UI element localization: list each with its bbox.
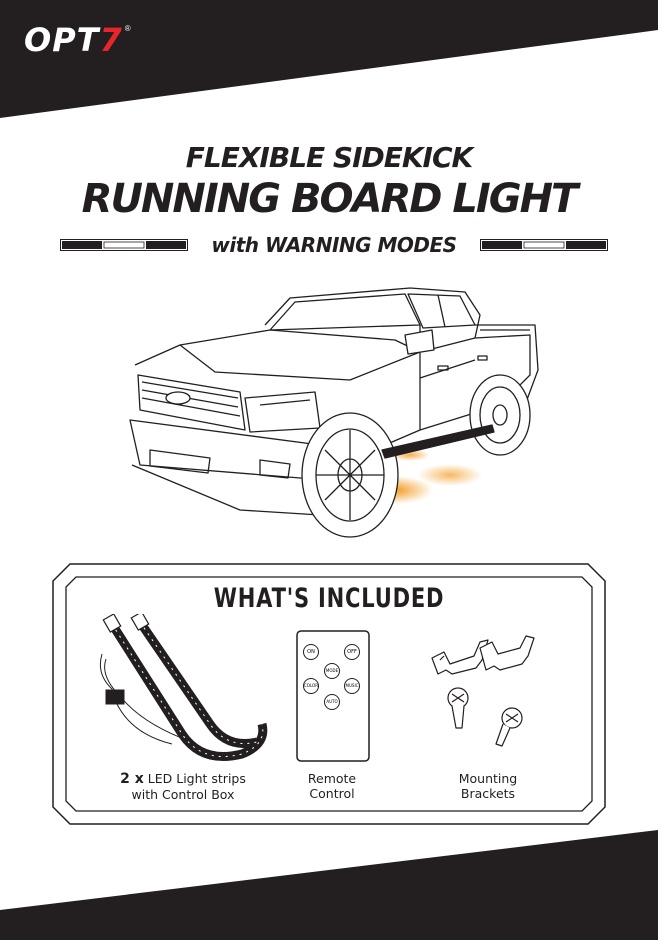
item-remote-line1: Remote (307, 771, 357, 786)
remote-button-auto: AUTO (324, 694, 340, 710)
item-brackets-line1: Mounting (458, 771, 518, 786)
remote-button-on: ON (303, 644, 319, 660)
led-strip-icon (92, 614, 278, 764)
mounting-brackets-icon (430, 630, 560, 750)
subtitle-row (60, 230, 608, 260)
item-brackets-label (438, 771, 538, 801)
right-light-bar-icon (480, 239, 608, 251)
subtitle: with WARNING MODES (211, 233, 457, 257)
logo-text: OPT7 (24, 21, 123, 59)
title-line-2: RUNNING BOARD LIGHT (81, 176, 577, 222)
remote-button-color: COLOR (303, 678, 319, 694)
title-block (0, 140, 658, 222)
truck-illustration (120, 280, 550, 560)
left-light-bar-icon (60, 239, 188, 251)
item-led-line2: with Control Box (131, 787, 235, 802)
orange-glow-rear (418, 464, 482, 486)
item-remote-label (282, 771, 382, 801)
item-led-line1: LED Light strips (147, 771, 246, 786)
header-band (0, 0, 658, 120)
trademark-symbol: ® (124, 24, 131, 33)
title-line-1: FLEXIBLE SIDEKICK (185, 141, 473, 174)
remote-button-off: OFF (344, 644, 360, 660)
brand-logo (24, 22, 131, 58)
item-led-qty: 2 x (120, 771, 144, 787)
included-heading: WHAT'S INCLUDED (213, 583, 445, 614)
item-remote-line2: Control (309, 786, 355, 801)
remote-button-music: MUSIC (344, 678, 360, 694)
item-brackets-line2: Brackets (460, 786, 516, 801)
footer-band (0, 820, 658, 940)
item-led-strips-label (108, 771, 258, 802)
remote-button-mode: MODE (324, 663, 340, 679)
